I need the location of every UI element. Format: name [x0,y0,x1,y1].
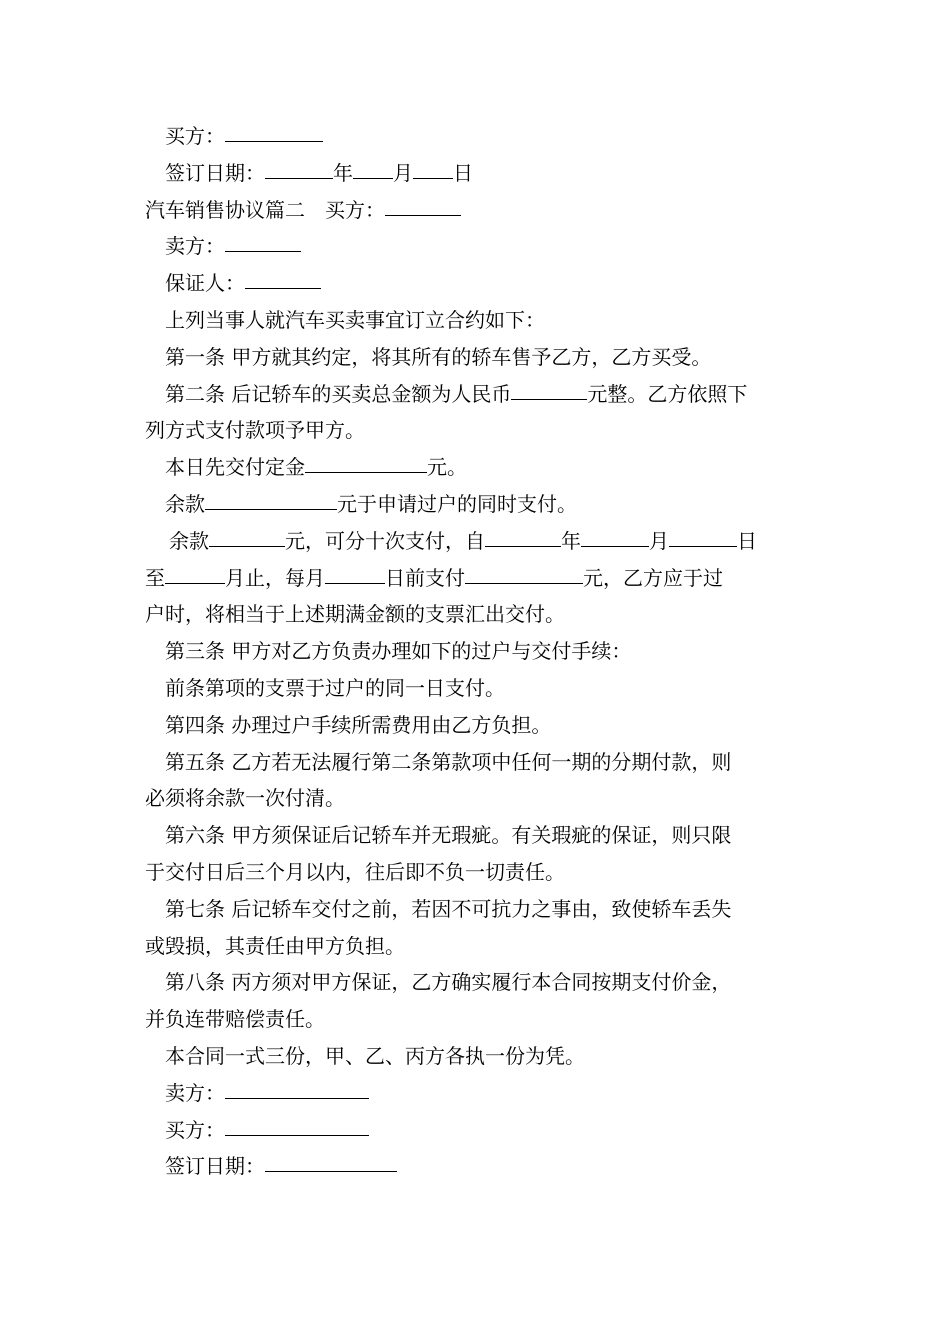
guarantor-line: 保证人： [145,265,807,302]
article-3: 第三条 甲方对乙方负责办理如下的过户与交付手续： [165,639,632,664]
blank-field [485,545,561,547]
section-title: 汽车销售协议篇二 [145,197,305,222]
article-7-cont: 或毁损，其责任由甲方负担。 [145,933,405,958]
sign-date-line-2: 签订日期： [145,1148,807,1185]
blank-field [325,582,385,584]
blank-field [225,1134,369,1136]
article-6: 第六条 甲方须保证后记轿车并无瑕疵。有关瑕疵的保证，则只限 [165,823,732,848]
article-2-cont: 列方式支付款项予甲方。 [145,418,365,443]
section-heading-line: 汽车销售协议篇二 买方： [145,192,807,229]
paragraph: 前条第项的支票于过户的同一日支付。 [165,675,505,700]
article-6-cont: 于交付日后三个月以内，往后即不负一切责任。 [145,859,565,884]
blank-field [265,177,333,179]
balance-line: 余款 元于申请过户的同时支付。 [165,491,577,516]
paragraph: 户时，将相当于上述期满金额的支票汇出交付。 [145,602,565,627]
blank-field [305,471,427,473]
contract-text [145,118,807,1185]
seller-line: 卖方： [145,228,807,265]
blank-field [353,177,393,179]
article-8-cont: 并负连带赔偿责任。 [145,1007,325,1032]
blank-field [225,250,301,252]
installment-line-cont: 至 月止，每月 日前支付 元，乙方应于过 [145,565,723,590]
blank-field [669,545,737,547]
article-7: 第七条 后记轿车交付之前，若因不可抗力之事由，致使轿车丢失 [165,896,732,921]
blank-field [465,582,583,584]
installment-line: 余款 元，可分十次支付，自 年 月 日 [169,528,757,553]
blank-field [205,508,337,510]
article-5-cont: 必须将余款一次付清。 [145,786,345,811]
blank-field [225,140,323,142]
article-2: 第二条 后记轿车的买卖总金额为人民币 元整。乙方依照下 [165,381,748,406]
paragraph: 本合同一式三份，甲、乙、丙方各执一份为凭。 [165,1043,585,1068]
blank-field [209,545,285,547]
paragraph: 上列当事人就汽车买卖事宜订立合约如下： [165,307,545,332]
blank-field [511,398,587,400]
article-8: 第八条 丙方须对甲方保证，乙方确实履行本合同按期支付价金， [165,970,732,995]
deposit-line: 本日先交付定金 元。 [165,455,467,480]
blank-field [413,177,453,179]
blank-field [581,545,649,547]
blank-field [265,1170,397,1172]
buyer-signature-line-2: 买方： [145,1112,807,1149]
buyer-signature-line: 买方： [145,118,807,155]
sign-date-line: 签订日期： 年 月 日 [165,160,473,185]
article-1: 第一条 甲方就其约定，将其所有的轿车售予乙方，乙方买受。 [165,344,712,369]
blank-field [165,582,225,584]
blank-field [385,214,461,216]
blank-field [225,1097,369,1099]
article-5: 第五条 乙方若无法履行第二条第款项中任何一期的分期付款，则 [165,749,732,774]
seller-signature-line: 卖方： [145,1075,807,1112]
article-4: 第四条 办理过户手续所需费用由乙方负担。 [165,712,552,737]
blank-field [245,287,321,289]
